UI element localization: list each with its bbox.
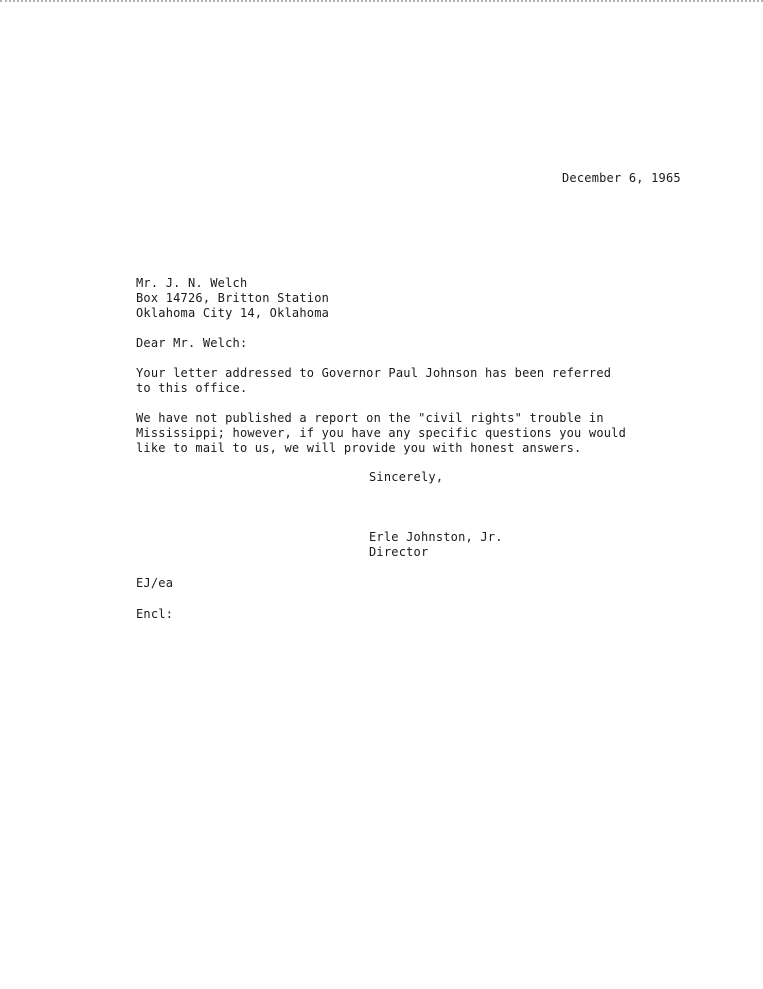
paragraph-line: like to mail to us, we will provide you with honest answers. [136,441,582,455]
recipient-name: Mr. J. N. Welch [136,276,248,290]
salutation: Dear Mr. Welch: [136,336,248,350]
paragraph-line: to this office. [136,381,248,395]
recipient-address-line1: Box 14726, Britton Station [136,291,330,305]
signer-title: Director [369,545,429,559]
paragraph-line: Mississippi; however, if you have any specific questions you would [136,426,627,440]
letter-date: December 6, 1965 [562,171,681,185]
recipient-address-line2: Oklahoma City 14, Oklahoma [136,306,330,320]
paragraph-line: We have not published a report on the "civil rights" trouble in [136,411,604,425]
signer-name: Erle Johnston, Jr. [369,530,503,544]
paragraph-line: Your letter addressed to Governor Paul Johnson has been referred [136,366,612,380]
reference-initials: EJ/ea [136,576,174,590]
closing: Sincerely, [369,470,444,484]
enclosure-note: Encl: [136,607,174,621]
